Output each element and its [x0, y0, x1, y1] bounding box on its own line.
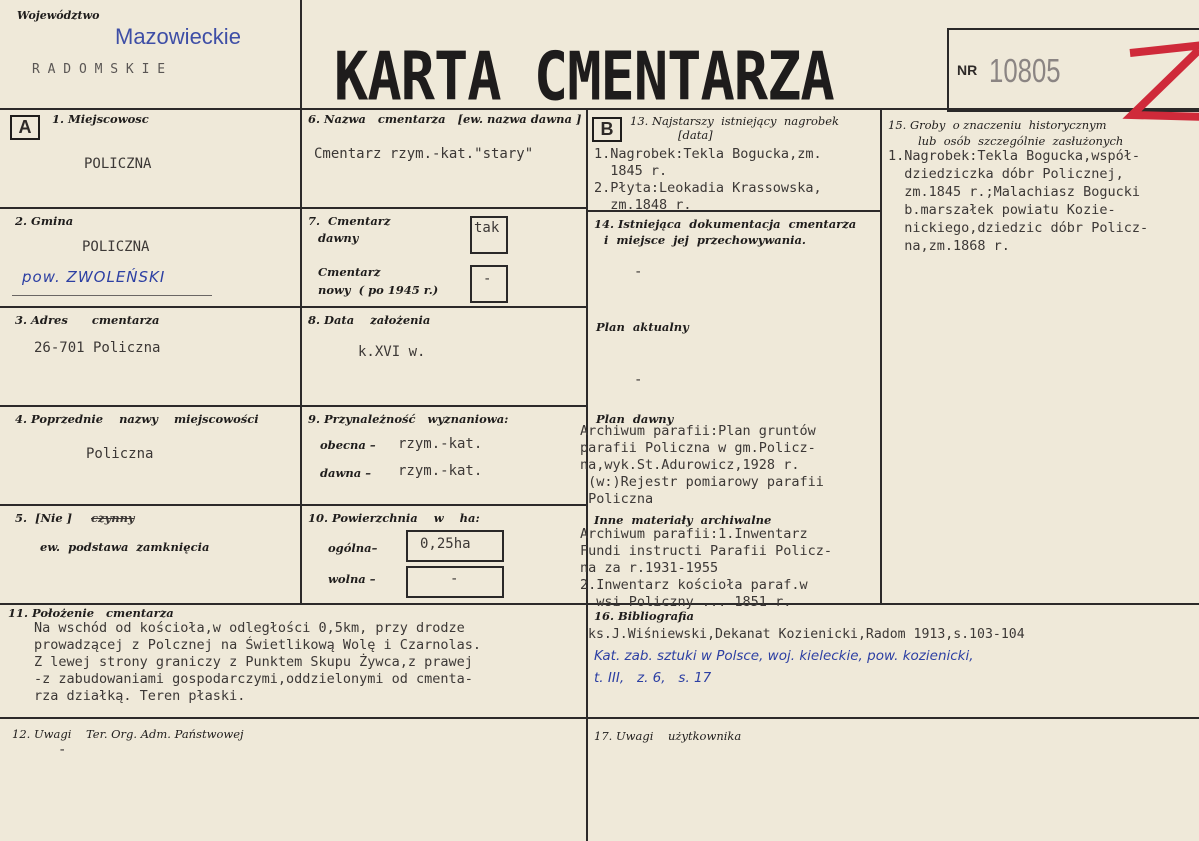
section-b-marker: B	[592, 117, 622, 142]
field-13-line-3: 2.Płyta:Leokadia Krassowska,	[594, 180, 822, 196]
field-15-label-2: lub osób szczególnie zasłużonych	[918, 134, 1124, 148]
field-2-value: POLICZNA	[82, 239, 150, 255]
field-15-line-4: b.marszałek powiatu Kozie-	[888, 202, 1116, 218]
field-2-label: 2. Gmina	[15, 214, 74, 228]
field-7-label-nowy: Cmentarz	[318, 265, 381, 279]
field-10-ogolna-value: 0,25ha	[420, 536, 471, 552]
field-12-value: -	[58, 742, 67, 758]
field-8-value: k.XVI w.	[358, 344, 426, 360]
plan-dawny-line-1: Archiwum parafii:Plan gruntów	[580, 423, 816, 439]
field-3-label: 3. Adres cmentarza	[15, 313, 160, 327]
field-16-handwritten-2: t. III, z. 6, s. 17	[594, 670, 712, 686]
inne-materialy-line-3: na za r.1931-1955	[580, 560, 719, 576]
field-9-label: 9. Przynależność wyznaniowa:	[308, 412, 509, 426]
inne-materialy-line-4: 2.Inwentarz kościoła paraf.w	[580, 577, 808, 593]
wojewodztwo-label: Województwo	[17, 9, 100, 22]
field-6-label: 6. Nazwa cmentarza [ew. nazwa dawna ]	[308, 112, 582, 126]
card-title: KARTA CMENTARZA	[334, 38, 834, 116]
plan-dawny-label: Plan dawny	[596, 412, 674, 426]
category-stamp	[1081, 20, 1173, 104]
field-16-handwritten-1: Kat. zab. sztuki w Polsce, woj. kieleckie, pow. kozienicki,	[594, 648, 974, 664]
inne-materialy-line-5: wsi Policzny ... 1851 r.	[580, 594, 792, 610]
section-a-marker: A	[10, 115, 40, 140]
field-1-value: POLICZNA	[84, 156, 152, 172]
plan-dawny-line-4: (w:)Rejestr pomiarowy parafii	[580, 474, 824, 490]
nr-label: NR	[957, 62, 978, 78]
field-6-value: Cmentarz rzym.-kat."stary"	[314, 146, 534, 162]
field-14-label-2: i miejsce jej przechowywania.	[604, 233, 806, 247]
inne-materialy-label: Inne materiały archiwalne	[594, 513, 772, 527]
field-5-label-struck: czynny	[91, 511, 135, 525]
wojewodztwo-typed: R A D O M S K I E	[32, 62, 166, 77]
field-3-value: 26-701 Policzna	[34, 340, 161, 356]
wojewodztwo-stamp: Mazowieckie	[115, 24, 241, 49]
field-13-label-2: [data]	[678, 128, 713, 142]
inne-materialy-line-1: Archiwum parafii:1.Inwentarz	[580, 526, 808, 542]
field-9-dawna-label: dawna –	[320, 466, 371, 480]
field-15-line-2: dziedziczka dóbr Policznej,	[888, 166, 1124, 182]
field-7-dawny-value: tak	[474, 220, 500, 236]
field-1-label: 1. Miejscowosc	[52, 112, 149, 126]
field-2-handwritten: pow. ZWOLEŃSKI	[22, 268, 166, 286]
field-7-label-nowy-2: nowy ( po 1945 r.)	[318, 283, 439, 297]
nr-value: 10805	[989, 52, 1061, 89]
field-9-dawna-value: rzym.-kat.	[398, 463, 483, 479]
plan-dawny-line-2: parafii Policzna w gm.Policz-	[580, 440, 816, 456]
plan-dawny-line-5: Policzna	[580, 491, 654, 507]
field-7-label-dawny: 7. Cmentarz	[308, 214, 391, 228]
field-14-value: -	[634, 264, 643, 280]
field-7-label-dawny-2: dawny	[318, 231, 359, 245]
field-10-label: 10. Powierzchnia w ha:	[308, 511, 480, 525]
field-5-label-reason: ew. podstawa zamknięcia	[40, 540, 210, 554]
field-15-line-1: 1.Nagrobek:Tekla Bogucka,współ-	[888, 148, 1140, 164]
field-13-label: 13. Najstarszy istniejący nagrobek	[630, 114, 840, 128]
field-13-line-4: zm.1848 r.	[594, 197, 692, 213]
field-13-line-1: 1.Nagrobek:Tekla Bogucka,zm.	[594, 146, 822, 162]
field-16-typed: ks.J.Wiśniewski,Dekanat Kozienicki,Radom 1913,s.103-104	[588, 627, 1025, 642]
field-12-label: 12. Uwagi Ter. Org. Adm. Państwowej	[12, 727, 244, 741]
field-9-obecna-value: rzym.-kat.	[398, 436, 483, 452]
field-4-label: 4. Poprzednie nazwy miejscowości	[15, 412, 259, 426]
field-8-label: 8. Data założenia	[308, 313, 431, 327]
plan-dawny-line-3: na,wyk.St.Adurowicz,1928 r.	[580, 457, 800, 473]
field-11-line-3: Z lewej strony graniczy z Punktem Skupu Żywca,z prawej	[34, 654, 473, 670]
field-4-value: Policzna	[86, 446, 154, 462]
field-10-wolna-label: wolna –	[328, 572, 376, 586]
plan-aktualny-value: -	[634, 372, 643, 388]
field-15-line-5: nickiego,dziedzic dóbr Policz-	[888, 220, 1149, 236]
field-17-label: 17. Uwagi użytkownika	[594, 729, 742, 743]
field-16-label: 16. Bibliografia	[594, 609, 694, 623]
field-15-line-3: zm.1845 r.;Malachiasz Bogucki	[888, 184, 1140, 200]
inne-materialy-line-2: Fundi instructi Parafii Policz-	[580, 543, 832, 559]
field-14-label: 14. Istniejąca dokumentacja cmentarza	[594, 217, 857, 231]
field-7-nowy-value: -	[483, 271, 492, 287]
field-11-line-5: rza działką. Teren płaski.	[34, 688, 246, 704]
field-11-line-1: Na wschód od kościoła,w odległości 0,5km, przy drodze	[34, 620, 465, 636]
field-11-line-4: -z zabudowaniami gospodarczymi,oddzielonymi od cmenta-	[34, 671, 473, 687]
field-9-obecna-label: obecna –	[320, 438, 376, 452]
field-15-label: 15. Groby o znaczeniu historycznym	[888, 118, 1107, 132]
field-13-line-2: 1845 r.	[594, 163, 668, 179]
field-11-label: 11. Położenie cmentarza	[8, 606, 174, 620]
field-5-label-prefix: 5. [Nie ]	[15, 511, 73, 525]
field-10-wolna-value: -	[450, 571, 459, 587]
field-11-line-2: prowadzącej z Polcznej na Świetlikową Wolę i Czarnolas.	[34, 637, 482, 653]
plan-aktualny-label: Plan aktualny	[596, 320, 689, 334]
field-10-ogolna-label: ogólna–	[328, 541, 378, 555]
field-15-line-6: na,zm.1868 r.	[888, 238, 1010, 254]
